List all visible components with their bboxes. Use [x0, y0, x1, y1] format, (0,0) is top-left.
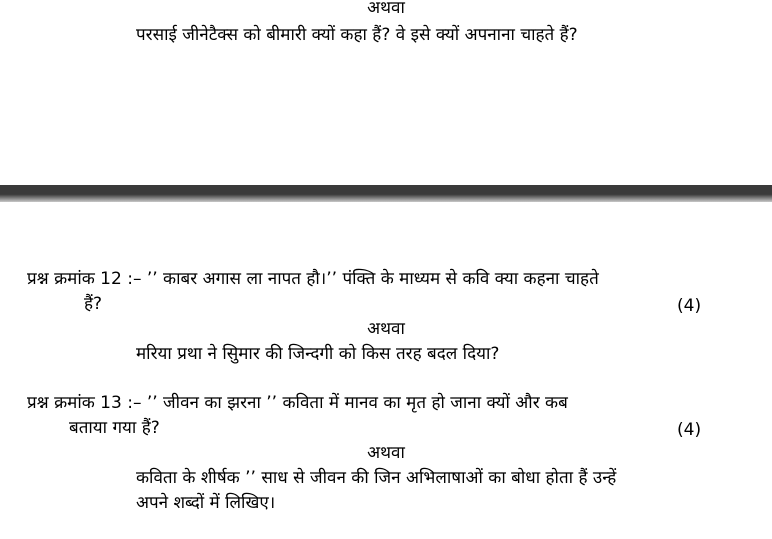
marks-label: (4): [677, 296, 702, 316]
question-text-line: प्रश्न क्रमांक 13 :– ’’ जीवन का झरना ’’ कविता में मानव का मृत हो जाना क्यों और कब: [27, 393, 568, 413]
alternate-question-text: मरिया प्रथा ने सिुमार की जिन्दगी को किस तरह बदल दिया?: [136, 344, 500, 364]
question-text-line: बताया गया हैं?: [69, 418, 160, 438]
alternate-question-text: कविता के शीर्षक ’’ साध से जीवन की जिन अभिलाषाओं का बोधा होता हैं उन्हें: [136, 468, 617, 488]
athva-label: अथवा: [367, 319, 405, 339]
page-divider: [0, 185, 772, 202]
marks-label: (4): [677, 420, 702, 440]
athva-label: अथवा: [367, 0, 405, 18]
question-text-line: हैं?: [84, 294, 103, 314]
athva-label: अथवा: [367, 443, 405, 463]
alternate-question-text: परसाई जीनेटैक्स को बीमारी क्यों कहा हैं? वे इसे क्यों अपनाना चाहते हैं?: [136, 25, 578, 45]
alternate-question-text: अपने शब्दों में लिखिए।: [136, 493, 276, 513]
question-text-line: प्रश्न क्रमांक 12 :– ’’ काबर अगास ला नापत हौ।’’ पंक्ति के माध्यम से कवि क्या कहना चाहते: [27, 269, 599, 289]
